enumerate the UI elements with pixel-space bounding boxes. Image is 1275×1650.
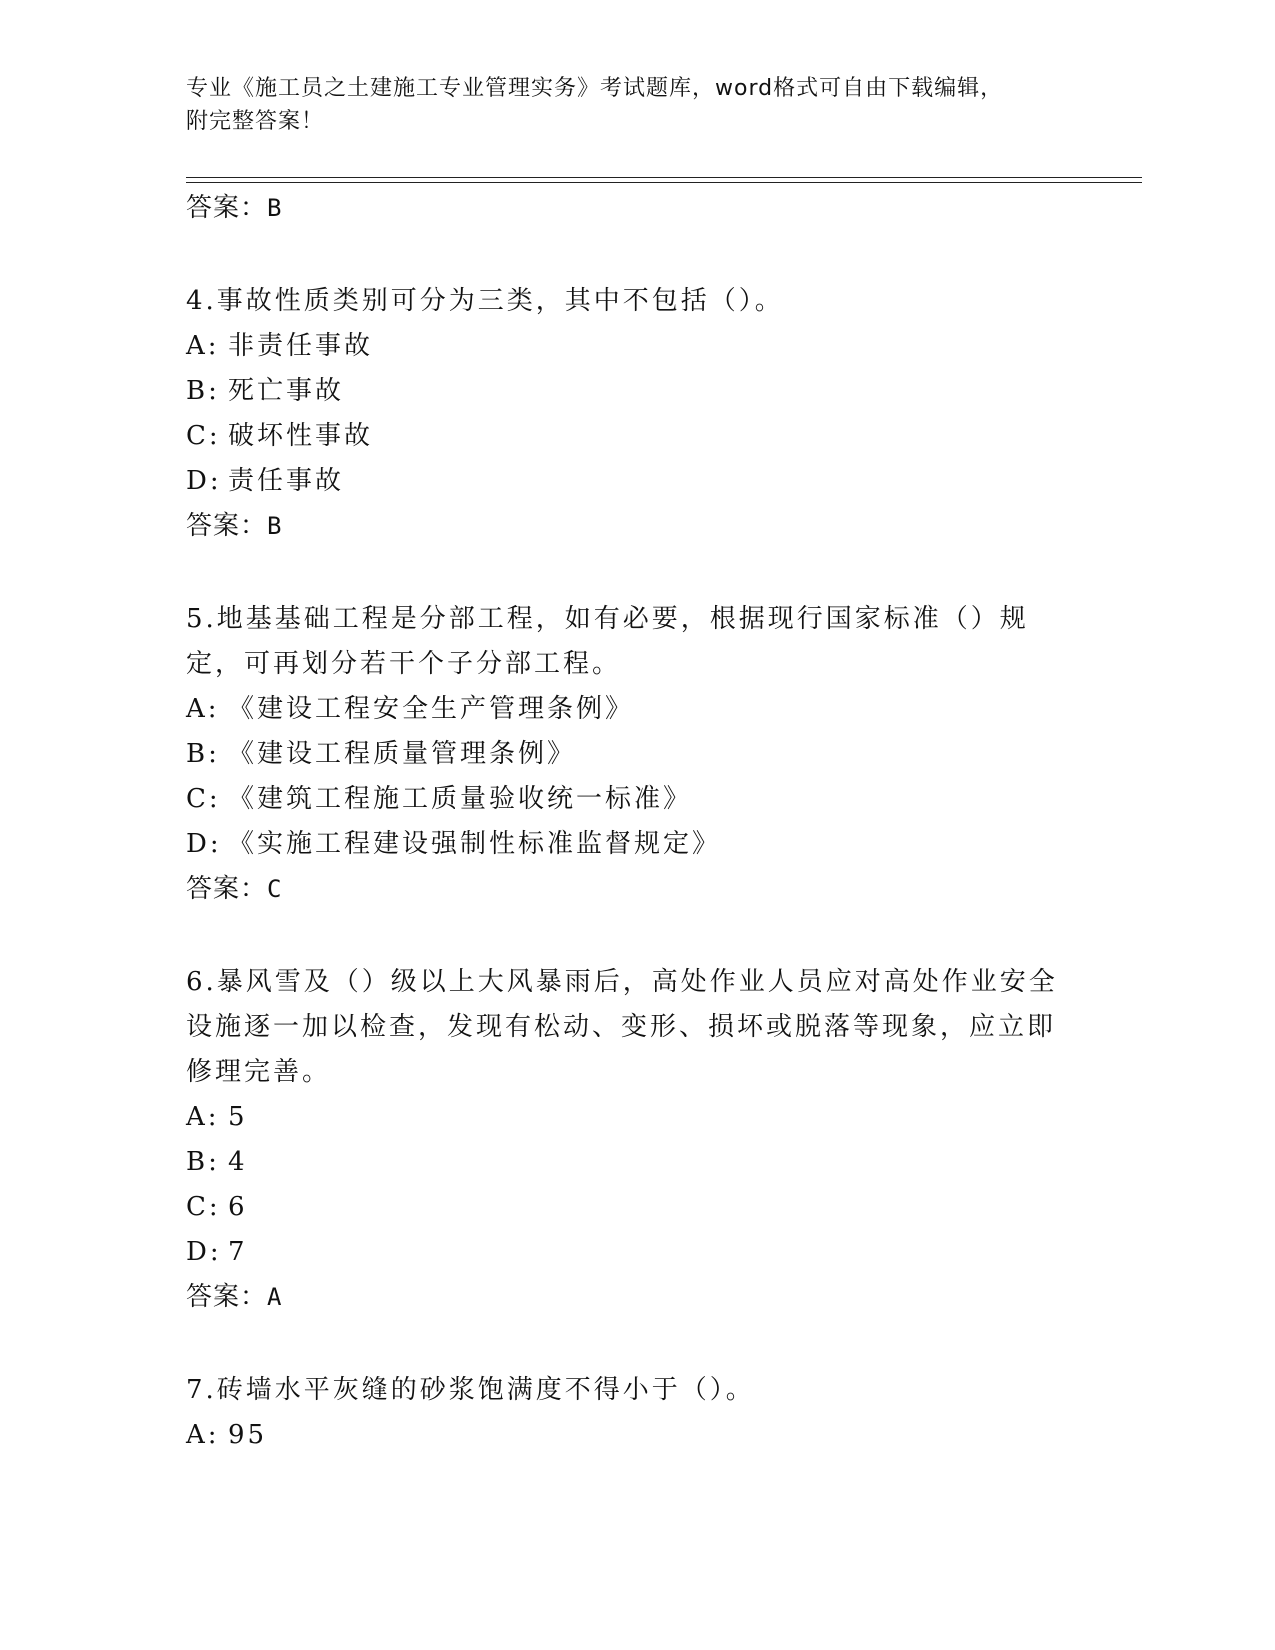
answer-option [186, 369, 1066, 414]
option-text: 6 [228, 1192, 248, 1222]
option-text: 非责任事故 [228, 331, 374, 361]
question-block [186, 279, 1066, 549]
header-divider-top [186, 177, 1142, 178]
question-list [186, 186, 1066, 1458]
option-letter: B: [186, 739, 220, 769]
answer-line [186, 186, 1066, 231]
answer-option [186, 324, 1066, 369]
answer-option [186, 414, 1066, 459]
answer-line [186, 1275, 1066, 1320]
option-text: 《建筑工程施工质量验收统一标准》 [228, 784, 693, 814]
answer-label: 答案： [186, 874, 268, 904]
question-text: 6.暴风雪及（）级以上大风暴雨后，高处作业人员应对高处作业安全设施逐一加以检查，发现有松动、变形、损坏或脱落等现象，应立即修理完善。 [186, 967, 1058, 1087]
option-text: 《建设工程质量管理条例》 [228, 739, 577, 769]
answer-option [186, 1095, 1066, 1140]
option-text: 破坏性事故 [228, 421, 374, 451]
answer-value: A [267, 1283, 283, 1311]
answer-option [186, 822, 1066, 867]
option-letter: A: [186, 1102, 220, 1132]
answer-option [186, 732, 1066, 777]
answer-option [186, 1185, 1066, 1230]
question-block [186, 1368, 1066, 1458]
option-letter: D: [186, 1237, 222, 1267]
option-letter: A: [186, 694, 220, 724]
option-text: 95 [228, 1420, 268, 1450]
option-letter: B: [186, 1147, 220, 1177]
answer-option [186, 1230, 1066, 1275]
option-letter: A: [186, 331, 220, 361]
answer-option [186, 687, 1066, 732]
answer-value: B [267, 512, 283, 540]
answer-label: 答案： [186, 193, 268, 223]
question-text: 7.砖墙水平灰缝的砂浆饱满度不得小于（）。 [186, 1375, 755, 1405]
option-letter: A: [186, 1420, 220, 1450]
answer-line [186, 504, 1066, 549]
option-text: 4 [228, 1147, 248, 1177]
option-text: 责任事故 [228, 466, 345, 496]
answer-line [186, 867, 1066, 912]
option-text: 5 [228, 1102, 248, 1132]
option-letter: B: [186, 376, 220, 406]
question-block [186, 597, 1066, 912]
answer-value: B [267, 194, 283, 222]
header-divider-bottom [186, 182, 1142, 183]
question-block [186, 960, 1066, 1320]
question-text: 4.事故性质类别可分为三类，其中不包括（）。 [186, 286, 784, 316]
answer-label: 答案： [186, 511, 268, 541]
option-letter: C: [186, 784, 221, 814]
question-text: 5.地基基础工程是分部工程，如有必要，根据现行国家标准（）规定，可再划分若干个子分部工程。 [186, 604, 1029, 679]
option-letter: C: [186, 421, 221, 451]
option-text: 《建设工程安全生产管理条例》 [228, 694, 635, 724]
option-letter: D: [186, 829, 222, 859]
option-text: 《实施工程建设强制性标准监督规定》 [228, 829, 722, 859]
document-header [186, 72, 1086, 138]
option-text: 死亡事故 [228, 376, 345, 406]
option-text: 7 [228, 1237, 248, 1267]
option-letter: D: [186, 466, 222, 496]
answer-option [186, 777, 1066, 822]
answer-label: 答案： [186, 1282, 268, 1312]
answer-option [186, 1413, 1066, 1458]
answer-option [186, 459, 1066, 504]
option-letter: C: [186, 1192, 221, 1222]
answer-option [186, 1140, 1066, 1185]
header-line-1: 专业《施工员之土建施工专业管理实务》考试题库，word格式可自由下载编辑， [186, 76, 1004, 101]
header-line-2: 附完整答案！ [186, 109, 325, 134]
answer-value: C [267, 875, 283, 903]
